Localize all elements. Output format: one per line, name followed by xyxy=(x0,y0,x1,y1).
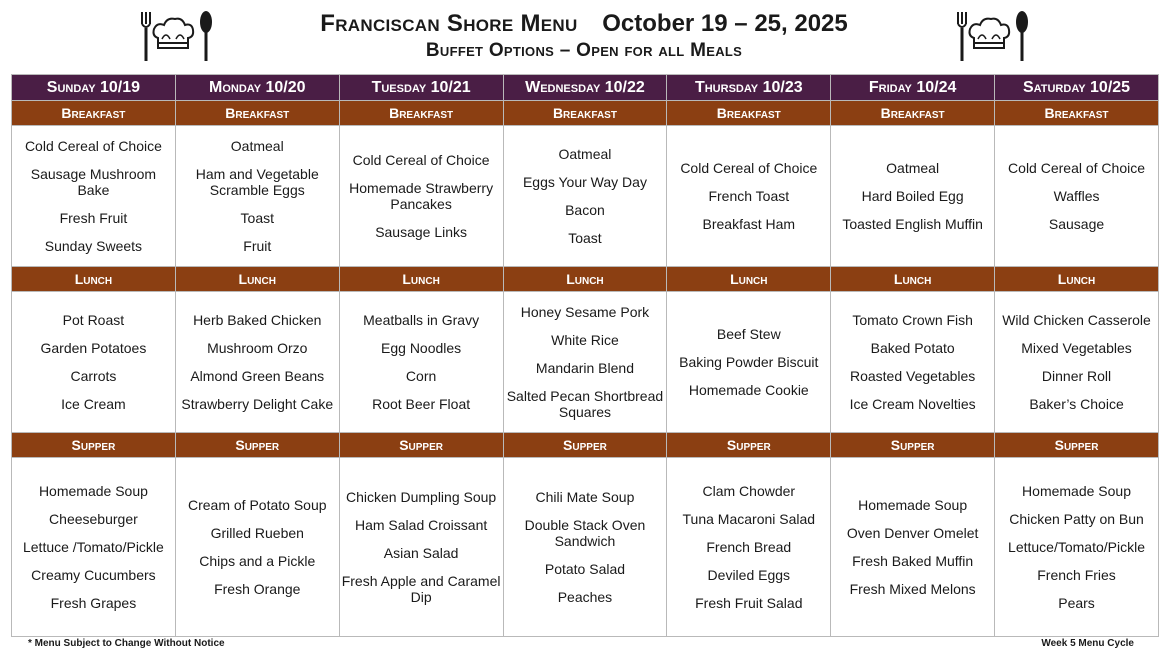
menu-item: Dinner Roll xyxy=(1041,367,1112,384)
menu-item: Double Stack Oven Sandwich xyxy=(524,516,646,549)
menu-item: Ham and Vegetable Scramble Eggs xyxy=(195,165,319,198)
menu-item: Toasted English Muffin xyxy=(842,215,983,232)
menu-item: Almond Green Beans xyxy=(190,367,325,384)
menu-item: Ice Cream xyxy=(61,395,126,412)
menu-item: Root Beer Float xyxy=(372,395,471,412)
menu-item: Lettuce/Tomato/Pickle xyxy=(1008,538,1146,555)
menu-item: Cold Cereal of Choice xyxy=(1008,159,1146,176)
menu-item: Oatmeal xyxy=(558,145,612,162)
menu-cell xyxy=(12,458,176,637)
meal-label-breakfast: Breakfast xyxy=(503,101,667,126)
menu-item: Oatmeal xyxy=(886,159,940,176)
menu-item: Mixed Vegetables xyxy=(1021,339,1132,356)
menu-item: Creamy Cucumbers xyxy=(31,566,156,583)
menu-cell xyxy=(831,292,995,433)
day-header: Tuesday 10/21 xyxy=(339,75,503,101)
menu-item: Pears xyxy=(1058,594,1095,611)
menu-item: Mushroom Orzo xyxy=(207,339,308,356)
menu-item: Tuna Macaroni Salad xyxy=(682,510,816,527)
footer-cycle: Week 5 Menu Cycle xyxy=(1041,638,1134,649)
menu-header xyxy=(0,0,1168,72)
menu-item: Chips and a Pickle xyxy=(199,552,316,569)
menu-cell xyxy=(503,458,667,637)
menu-item: Pot Roast xyxy=(62,311,125,328)
day-header: Wednesday 10/22 xyxy=(503,75,667,101)
menu-item: Salted Pecan Shortbread Squares xyxy=(506,387,664,420)
menu-item: Breakfast Ham xyxy=(702,215,796,232)
menu-item: Tomato Crown Fish xyxy=(852,311,973,328)
weekly-menu-table xyxy=(11,74,1159,637)
menu-item: Sausage Links xyxy=(375,224,468,240)
menu-item: Honey Sesame Pork xyxy=(520,303,650,320)
menu-item: Meatballs in Gravy xyxy=(363,311,480,328)
meal-label-lunch: Lunch xyxy=(175,267,339,292)
menu-item: Beef Stew xyxy=(716,325,781,342)
menu-item: White Rice xyxy=(551,331,619,348)
menu-item: Toast xyxy=(240,210,274,226)
menu-item: Sausage Mushroom Bake xyxy=(30,165,157,198)
menu-item: Baker’s Choice xyxy=(1029,395,1124,412)
menu-item: Fresh Grapes xyxy=(50,594,137,611)
menu-item: Cold Cereal of Choice xyxy=(352,151,490,168)
menu-item: Ice Cream Novelties xyxy=(849,395,976,412)
meal-label-breakfast: Breakfast xyxy=(175,101,339,126)
menu-item: Homemade Cookie xyxy=(688,381,809,398)
meal-items-row-breakfast xyxy=(12,126,1159,267)
meal-label-supper: Supper xyxy=(503,433,667,458)
menu-item: Potato Salad xyxy=(544,561,626,577)
day-header: Thursday 10/23 xyxy=(667,75,831,101)
menu-item: Cream of Potato Soup xyxy=(188,496,327,513)
menu-item: Homemade Strawberry Pancakes xyxy=(349,179,494,212)
menu-item: Chicken Patty on Bun xyxy=(1009,510,1144,527)
menu-item: Sunday Sweets xyxy=(44,238,143,254)
footer-note: * Menu Subject to Change Without Notice xyxy=(28,638,225,649)
menu-item: Roasted Vegetables xyxy=(849,367,976,384)
menu-item: Strawberry Delight Cake xyxy=(181,395,334,412)
menu-item: French Fries xyxy=(1037,566,1116,583)
meal-label-lunch: Lunch xyxy=(667,267,831,292)
meal-label-breakfast: Breakfast xyxy=(339,101,503,126)
meal-label-supper: Supper xyxy=(995,433,1159,458)
menu-item: Waffles xyxy=(1053,187,1100,204)
menu-cell xyxy=(339,458,503,637)
meal-label-lunch: Lunch xyxy=(503,267,667,292)
meal-label-breakfast: Breakfast xyxy=(12,101,176,126)
menu-cell xyxy=(995,292,1159,433)
meal-label-breakfast: Breakfast xyxy=(831,101,995,126)
menu-item: Peaches xyxy=(557,589,613,605)
menu-cell xyxy=(503,126,667,267)
menu-item: Garden Potatoes xyxy=(40,339,147,356)
day-header: Monday 10/20 xyxy=(175,75,339,101)
meal-label-breakfast: Breakfast xyxy=(667,101,831,126)
menu-item: Fresh Apple and Caramel Dip xyxy=(341,572,501,605)
menu-item: Fresh Mixed Melons xyxy=(849,580,976,597)
meal-label-breakfast: Breakfast xyxy=(995,101,1159,126)
menu-cell xyxy=(667,126,831,267)
menu-item: Oven Denver Omelet xyxy=(846,524,979,541)
meal-label-supper: Supper xyxy=(831,433,995,458)
menu-item: Fresh Fruit xyxy=(59,210,128,226)
meal-label-lunch: Lunch xyxy=(995,267,1159,292)
menu-item: Baked Potato xyxy=(870,339,955,356)
menu-dates: October 19 – 25, 2025 xyxy=(602,10,848,37)
menu-item: Clam Chowder xyxy=(702,482,796,499)
menu-item: Sausage xyxy=(1048,215,1105,232)
menu-item: Carrots xyxy=(70,367,117,384)
menu-cell xyxy=(339,292,503,433)
menu-item: Egg Noodles xyxy=(381,339,462,356)
menu-item: Baking Powder Biscuit xyxy=(679,353,819,370)
meal-label-lunch: Lunch xyxy=(831,267,995,292)
menu-item: Corn xyxy=(405,367,437,384)
menu-item: Lettuce /Tomato/Pickle xyxy=(22,538,164,555)
meal-header-row-lunch xyxy=(12,267,1159,292)
meal-label-supper: Supper xyxy=(175,433,339,458)
menu-item: Toast xyxy=(568,229,602,246)
day-header: Friday 10/24 xyxy=(831,75,995,101)
menu-item: French Bread xyxy=(706,538,792,555)
meal-label-supper: Supper xyxy=(12,433,176,458)
menu-item: Homemade Soup xyxy=(858,496,968,513)
meal-label-lunch: Lunch xyxy=(339,267,503,292)
day-header: Saturday 10/25 xyxy=(995,75,1159,101)
meal-label-lunch: Lunch xyxy=(12,267,176,292)
menu-cell xyxy=(503,292,667,433)
day-header-row xyxy=(12,75,1159,101)
menu-item: Grilled Rueben xyxy=(210,524,304,541)
menu-cell xyxy=(667,292,831,433)
menu-cell xyxy=(995,126,1159,267)
menu-cell xyxy=(175,292,339,433)
menu-item: Homemade Soup xyxy=(1022,482,1131,499)
menu-item: Chicken Dumpling Soup xyxy=(346,488,497,505)
menu-item: Fresh Baked Muffin xyxy=(852,552,974,569)
menu-item: Homemade Soup xyxy=(38,482,148,499)
menu-cell xyxy=(12,292,176,433)
menu-cell xyxy=(667,458,831,637)
menu-cell xyxy=(175,458,339,637)
meal-label-supper: Supper xyxy=(667,433,831,458)
menu-item: French Toast xyxy=(708,187,790,204)
menu-item: Fresh Fruit Salad xyxy=(695,594,803,611)
menu-item: Oatmeal xyxy=(230,137,284,154)
menu-cell xyxy=(831,458,995,637)
menu-item: Wild Chicken Casserole xyxy=(1002,311,1151,328)
menu-item: Cheeseburger xyxy=(49,510,138,527)
menu-item: Chili Mate Soup xyxy=(535,488,635,505)
menu-item: Eggs Your Way Day xyxy=(522,173,647,190)
menu-item: Hard Boiled Egg xyxy=(861,187,964,204)
menu-item: Cold Cereal of Choice xyxy=(24,137,162,154)
day-header: Sunday 10/19 xyxy=(12,75,176,101)
chef-hat-fork-spoon-icon xyxy=(950,8,1032,64)
menu-item: Herb Baked Chicken xyxy=(193,311,322,328)
meal-label-supper: Supper xyxy=(339,433,503,458)
menu-cell xyxy=(995,458,1159,637)
menu-cell xyxy=(339,126,503,267)
menu-title: Franciscan Shore Menu xyxy=(320,10,578,37)
menu-cell xyxy=(175,126,339,267)
menu-item: Cold Cereal of Choice xyxy=(680,159,818,176)
menu-item: Deviled Eggs xyxy=(707,566,791,583)
menu-item: Fresh Orange xyxy=(214,580,301,597)
meal-header-row-supper xyxy=(12,433,1159,458)
menu-cell xyxy=(831,126,995,267)
menu-item: Fruit xyxy=(243,238,272,254)
meal-header-row-breakfast xyxy=(12,101,1159,126)
menu-subtitle: Buffet Options – Open for all Meals xyxy=(425,40,743,61)
menu-body xyxy=(12,101,1159,637)
meal-items-row-supper xyxy=(12,458,1159,637)
menu-item: Mandarin Blend xyxy=(535,359,634,376)
meal-items-row-lunch xyxy=(12,292,1159,433)
menu-item: Asian Salad xyxy=(383,544,459,561)
menu-item: Bacon xyxy=(565,201,605,218)
menu-item: Ham Salad Croissant xyxy=(354,516,488,533)
menu-cell xyxy=(12,126,176,267)
